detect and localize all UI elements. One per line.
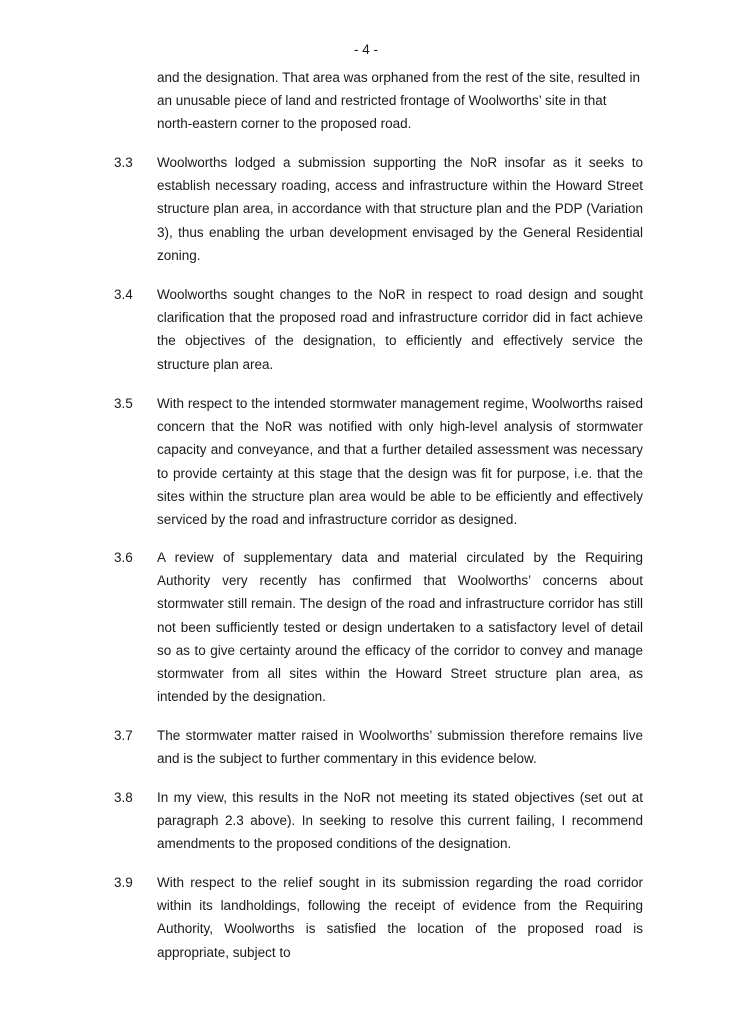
paragraph-number: 3.5 xyxy=(114,396,133,411)
paragraph-text: With respect to the intended stormwater management regime, Woolworths raised concern that the NoR was notified with only high-level analysis of stormwater capacity and conveyance, and that a further detailed assessment was necessary to provide certainty at this stage that the design was fit for purpose, i.e. that the sites within the structure plan area would be able to be efficiently and effectively serviced by the road and infrastructure corridor as designed. xyxy=(157,396,643,528)
paragraph-text: With respect to the relief sought in its submission regarding the road corridor within its landholdings, following the receipt of evidence from the Requiring Authority, Woolworths is satisfied the location of the proposed road is appropriate, subject to xyxy=(157,875,643,960)
page-number: - 4 - xyxy=(353,42,378,57)
paragraph-text: In my view, this results in the NoR not meeting its stated objectives (set out at paragraph 2.3 above). In seeking to resolve this current failing, I recommend amendments to the proposed conditions of the designation. xyxy=(157,790,643,852)
paragraph-number: 3.6 xyxy=(114,550,133,565)
paragraph-number: 3.4 xyxy=(114,287,133,302)
paragraph-number: 3.3 xyxy=(114,155,133,170)
paragraph-text: Woolworths sought changes to the NoR in respect to road design and sought clarification that the proposed road and infrastructure corridor did in fact achieve the objectives of the designation, to efficiently and effectively service the structure plan area. xyxy=(157,287,643,372)
paragraph-text: Woolworths lodged a submission supporting the NoR insofar as it seeks to establish necessary roading, access and infrastructure within the Howard Street structure plan area, in accordance with that structure plan and the PDP (Variation 3), thus enabling the urban development envisaged by the General Residential zoning. xyxy=(157,155,643,263)
paragraph-number: 3.7 xyxy=(114,728,133,743)
paragraph-number: 3.8 xyxy=(114,790,133,805)
paragraph-text: and the designation. That area was orphaned from the rest of the site, resulted in an unusable piece of land and restricted frontage of Woolworths’ site in that north-eastern corner to the proposed road. xyxy=(157,70,641,132)
paragraph-number: 3.9 xyxy=(114,875,133,890)
paragraph-text: A review of supplementary data and material circulated by the Requiring Authority very recently has confirmed that Woolworths’ concerns about stormwater still remain. The design of the road and infrastructure corridor has still not been sufficiently tested or design undertaken to a satisfactory level of detail so as to give certainty around the efficacy of the corridor to convey and manage stormwater from all sites within the Howard Street structure plan area, as intended by the designation. xyxy=(157,550,643,705)
paragraph-text: The stormwater matter raised in Woolworths’ submission therefore remains live and is the subject to further commentary in this evidence below. xyxy=(157,728,643,767)
